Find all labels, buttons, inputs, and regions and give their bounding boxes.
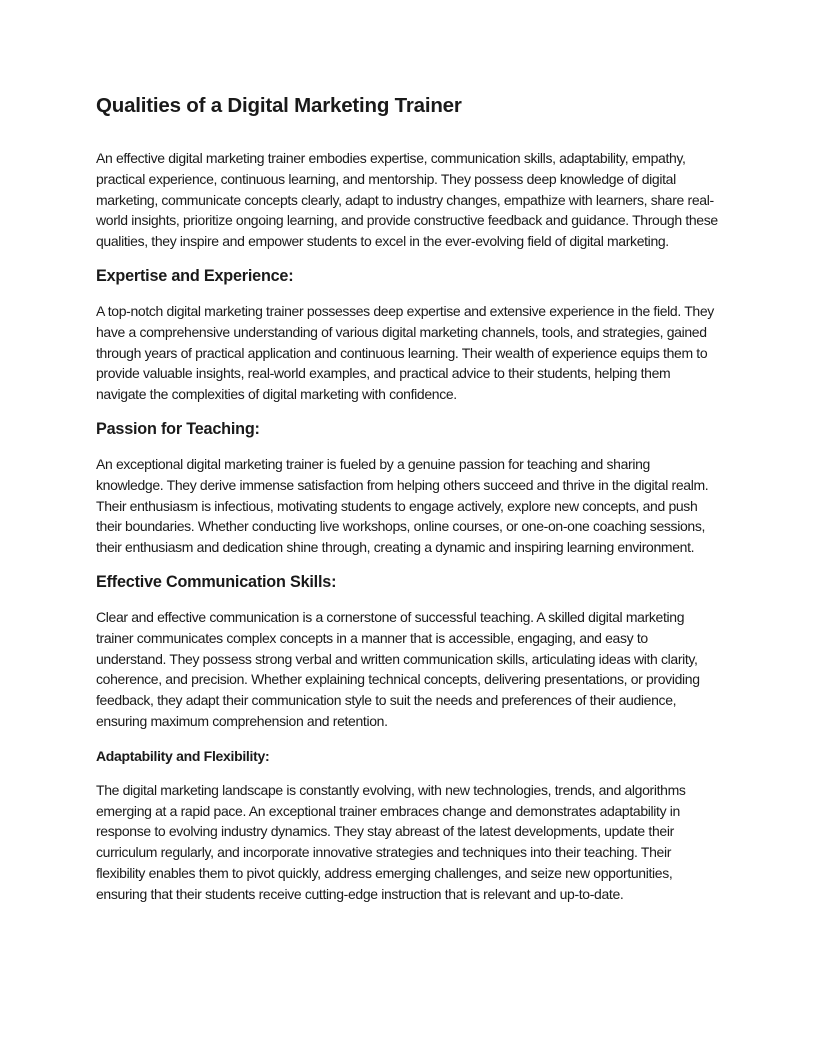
section-heading-expertise-and-experience: Expertise and Experience:	[96, 266, 294, 285]
section-body-effective-communication-skills: Clear and effective communication is a cornerstone of successful teaching. A skilled digital marketing trainer communicates complex concepts in a manner that is accessible, engaging, and easy to understand. They possess strong verbal and written communication skills, articulating ideas with clarity, coherence, and precision. Whether explaining technical concepts, delivering presentations, or providing feedback, they adapt their communication style to suit the needs and preferences of their audience, ensuring maximum comprehension and retention.	[96, 608, 700, 729]
section-body-adaptability-and-flexibility: The digital marketing landscape is constantly evolving, with new technologies, trends, and algorithms emerging at a rapid pace. An exceptional trainer embraces change and demonstrates adaptability in response to evolving industry dynamics. They stay abreast of the latest developments, update their curriculum regularly, and incorporate innovative strategies and techniques into their teaching. Their flexibility enables them to pivot quickly, address emerging challenges, and seize new opportunities, ensuring that their students receive cutting-edge instruction that is relevant and up-to-date.	[96, 781, 686, 902]
section-body-expertise-and-experience: A top-notch digital marketing trainer possesses deep expertise and extensive experience in the field. They have a comprehensive understanding of various digital marketing channels, tools, and strategies, gained through years of practical application and continuous learning. Their wealth of experience equips them to provide valuable insights, real-world examples, and practical advice to their students, helping them navigate the complexities of digital marketing with confidence.	[96, 302, 714, 403]
section-effective-communication-skills	[96, 572, 720, 732]
section-heading-effective-communication-skills: Effective Communication Skills:	[96, 572, 337, 591]
section-body-passion-for-teaching: An exceptional digital marketing trainer is fueled by a genuine passion for teaching and sharing knowledge. They derive immense satisfaction from helping others succeed and thrive in the digital realm. Their enthusiasm is infectious, motivating students to engage actively, explore new concepts, and push their boundaries. Whether conducting live workshops, online courses, or one-on-one coaching sessions, their enthusiasm and dedication shine through, creating a dynamic and inspiring learning environment.	[96, 455, 709, 556]
intro-paragraph: An effective digital marketing trainer embodies expertise, communication skills, adaptability, empathy, practical experience, continuous learning, and mentorship. They possess deep knowledge of digital marketing, communicate concepts clearly, adapt to industry changes, empathize with learners, share real-world insights, prioritize ongoing learning, and provide constructive feedback and guidance. Through these qualities, they inspire and empower students to excel in the ever-evolving field of digital marketing.	[96, 150, 718, 250]
section-expertise-and-experience	[96, 266, 720, 405]
section-heading-adaptability-and-flexibility: Adaptability and Flexibility:	[96, 747, 270, 764]
section-heading-passion-for-teaching: Passion for Teaching:	[96, 419, 260, 438]
section-adaptability-and-flexibility	[96, 746, 720, 905]
document-title: Qualities of a Digital Marketing Trainer	[96, 94, 462, 117]
section-passion-for-teaching	[96, 419, 720, 558]
